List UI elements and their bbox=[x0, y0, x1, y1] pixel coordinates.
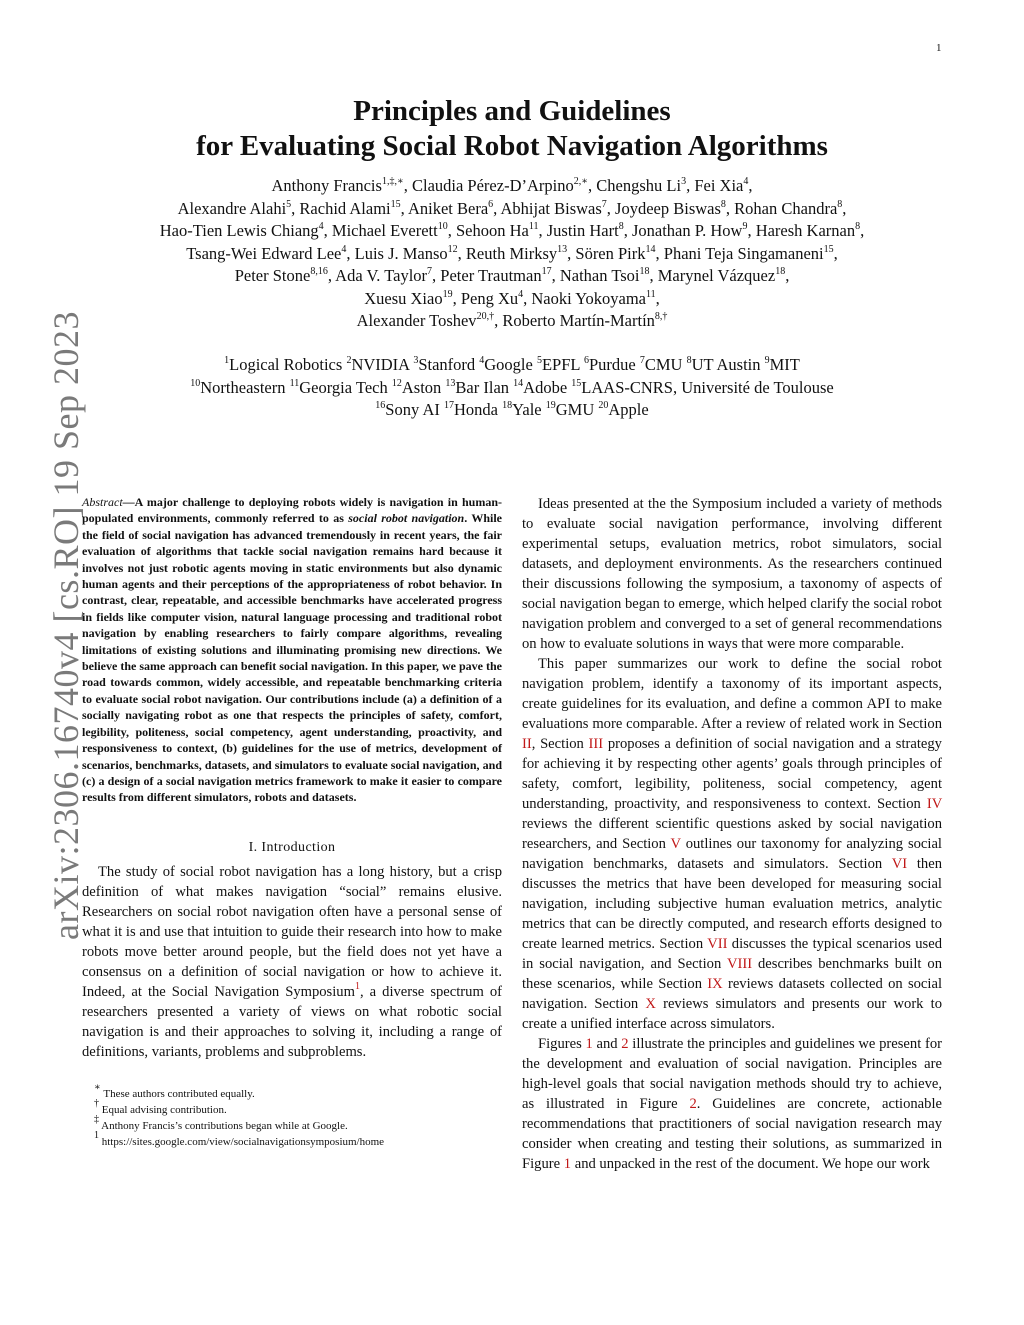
author-name: Luis J. Manso bbox=[354, 243, 448, 263]
cross-reference-link[interactable]: IX bbox=[707, 976, 723, 992]
section-heading-introduction: I. Introduction bbox=[248, 839, 336, 855]
author-name: Alexander Toshev bbox=[356, 311, 477, 330]
affiliation-number: 10 bbox=[190, 377, 201, 389]
author-separator: , bbox=[327, 266, 336, 285]
paragraph-text: Figures bbox=[538, 1036, 586, 1052]
abstract bbox=[82, 494, 502, 806]
author-separator: , bbox=[623, 221, 632, 240]
paragraph-text: reviews the different scientific questions asked by social navigation researchers, and Section bbox=[522, 816, 942, 852]
affiliation-name: Logical Robotics bbox=[229, 355, 347, 374]
author-affiliation-mark: 20,† bbox=[476, 311, 495, 322]
author-affiliation-mark: 17 bbox=[541, 266, 552, 277]
author-affiliation-mark: 6 bbox=[488, 198, 494, 210]
author-separator: , bbox=[567, 243, 576, 263]
author-separator: , bbox=[493, 198, 501, 218]
author-affiliation-mark: 3 bbox=[681, 176, 687, 187]
author-name: Ada V. Taylor bbox=[335, 266, 428, 285]
author-separator: , bbox=[860, 221, 865, 240]
author-separator: , bbox=[686, 176, 695, 195]
affiliation-name: EPFL bbox=[541, 355, 584, 374]
cross-reference-link[interactable]: V bbox=[670, 836, 681, 852]
author-affiliation-mark: 15 bbox=[390, 198, 401, 210]
footnote-mark: † bbox=[94, 1097, 99, 1109]
author-separator: , bbox=[649, 266, 658, 285]
author-separator: , bbox=[748, 176, 753, 195]
author-name: Tsang-Wei Edward Lee bbox=[186, 243, 342, 263]
affiliation-name: CMU bbox=[644, 355, 687, 374]
author-separator: , bbox=[291, 198, 300, 218]
author-separator: , bbox=[400, 198, 408, 218]
affiliation-name: Google bbox=[484, 355, 537, 374]
paragraph-text: then discusses the metrics that have been developed for measuring social navigation, including subjective human evaluation metrics, analytic metrics that can be directly computed, and research efforts designed to create learned metrics. Section bbox=[522, 856, 942, 952]
author-name: Justin Hart bbox=[546, 221, 619, 240]
footnote-text: Equal advising contribution. bbox=[101, 1103, 227, 1116]
author-affiliation-mark: 4 bbox=[518, 288, 524, 300]
abstract-text-1: —A major challenge to deploying robots widely is navigation in human-populated environments, commonly referred to as bbox=[82, 495, 502, 526]
author-affiliation-mark: 11 bbox=[645, 288, 656, 300]
author-affiliation-mark: 4 bbox=[743, 176, 749, 187]
affiliation-number: 11 bbox=[289, 377, 300, 389]
affiliation-number: 9 bbox=[764, 355, 770, 366]
paragraph-text: proposes a definition of social navigation and a strategy for achieving it by respecting other agents’ goals through principles of safety, comfort, legibility, politeness, social competency, agent understanding, proactivity, and responsiveness to context. Section bbox=[522, 736, 942, 812]
author-separator: , bbox=[551, 266, 560, 285]
footnote-ref[interactable]: 1 bbox=[354, 980, 360, 992]
author-name: Peter Trautman bbox=[440, 266, 542, 285]
affiliation-number: 2 bbox=[346, 355, 352, 366]
affiliation-number: 13 bbox=[445, 377, 456, 389]
affiliation-number: 8 bbox=[686, 355, 692, 366]
author-separator: , bbox=[447, 221, 456, 240]
author-name: Abhijat Biswas bbox=[500, 198, 602, 218]
affiliation-number: 7 bbox=[639, 355, 645, 366]
author-separator: , bbox=[655, 288, 660, 308]
author-name: Peter Stone bbox=[234, 266, 311, 285]
title-line-1: Principles and Guidelines bbox=[353, 95, 671, 127]
author-affiliation-mark: 15 bbox=[823, 243, 834, 255]
author-name: Peng Xu bbox=[460, 288, 519, 308]
affiliation-number: 14 bbox=[513, 377, 524, 389]
author-line bbox=[80, 243, 944, 266]
affiliation-number: 4 bbox=[479, 355, 485, 366]
cross-reference-link[interactable]: II bbox=[522, 736, 532, 752]
affiliation-number: 15 bbox=[571, 377, 582, 389]
cross-reference-link[interactable]: III bbox=[588, 736, 604, 752]
intro-text-2: , a diverse spectrum of researchers presented a variety of views on what robotic social navigation is and their approaches to solving it, including a range of definitions, variants, problems and subproblems. bbox=[82, 983, 503, 1060]
author-affiliation-mark: 18 bbox=[775, 266, 786, 277]
abstract-term: social robot navigation bbox=[348, 511, 465, 526]
author-separator: , bbox=[403, 176, 412, 195]
right-column bbox=[522, 494, 942, 1174]
author-affiliation-mark: 5 bbox=[286, 198, 292, 210]
author-affiliation-mark: 4 bbox=[341, 243, 347, 255]
author-affiliation-mark: 19 bbox=[442, 288, 453, 300]
author-separator: , bbox=[452, 288, 461, 308]
author-name: Naoki Yokoyama bbox=[531, 288, 646, 308]
paragraph-text: outlines our taxonomy for analyzing social navigation benchmarks, datasets and simulators. Section bbox=[522, 836, 942, 872]
paragraph-text: and bbox=[592, 1036, 622, 1052]
paragraph-text: illustrate the principles and guidelines we present for the development and evaluation of social navigation. Principles are high-level goals that social navigation methods should try to achieve, as illustrated in Figure bbox=[522, 1036, 942, 1112]
footnote-text: Anthony Francis’s contributions began while at Google. bbox=[101, 1119, 348, 1132]
author-separator: , bbox=[842, 198, 847, 218]
right-paragraph-3 bbox=[522, 1034, 942, 1174]
author-affiliation-mark: 1,‡,∗ bbox=[381, 176, 404, 187]
intro-paragraph bbox=[82, 862, 502, 1062]
author-separator: , bbox=[655, 243, 664, 263]
affiliation-number: 19 bbox=[545, 400, 556, 411]
author-separator: , bbox=[323, 221, 332, 240]
author-name: Roberto Martín-Martín bbox=[502, 311, 655, 330]
affiliation-list bbox=[80, 354, 944, 422]
paragraph-text: , Section bbox=[531, 736, 589, 752]
author-affiliation-mark: 12 bbox=[447, 243, 458, 255]
author-affiliation-mark: 8,16 bbox=[310, 266, 328, 277]
author-name: Alexandre Alahi bbox=[177, 198, 287, 218]
author-separator: , bbox=[606, 198, 616, 218]
affiliation-name: GMU bbox=[555, 400, 599, 419]
author-affiliation-mark: 11 bbox=[528, 221, 539, 232]
author-affiliation-mark: 2,∗ bbox=[573, 176, 589, 187]
paragraph-text: describes benchmarks built on these scenarios, while Section bbox=[522, 956, 942, 992]
affiliation-number: 12 bbox=[391, 377, 402, 389]
author-name: Joydeep Biswas bbox=[615, 198, 721, 218]
author-name: Anthony Francis bbox=[271, 176, 382, 195]
affiliation-name: Honda bbox=[453, 400, 503, 419]
affiliation-number: 1 bbox=[224, 355, 230, 366]
affiliation-number: 3 bbox=[413, 355, 419, 366]
paragraph-text: This paper summarizes our work to define the social robot navigation problem, identify a taxonomy of its important aspects, create guidelines for its evaluation, and define a common API to make evaluations more comparable. After a review of related work in Section bbox=[522, 656, 942, 732]
author-separator: , bbox=[747, 221, 756, 240]
footnote-mark: ‡ bbox=[94, 1113, 99, 1125]
author-affiliation-mark: 8 bbox=[618, 221, 624, 232]
abstract-text-2: . While the field of social navigation has advanced tremendously in recent years, the fair evaluation of algorithms that tackle social navigation remains hard because it involves not just robotic agents moving in static environments but also dynamic human agents and their perceptions of the appropriateness of robot behavior. In contrast, clear, repeatable, and accessible benchmarks have accelerated progress in fields like computer vision, natural language processing and traditional robot navigation by enabling researchers to fairly compare algorithms, revealing limitations of existing solutions and illuminating promising new directions. We believe the same approach can benefit social navigation. In this paper, we pave the road towards common, widely accessible, and repeatable benchmarking criteria to evaluate social robot navigation. Our contributions include (a) a definition of a socially navigating robot as one that respects the principles of safety, comfort, legibility, politeness, social competency, agent understanding, proactivity, and responsiveness to context, (b) guidelines for the use of metrics, development of scenarios, benchmarks, datasets, and simulators to evaluate social navigation, and (c) a design of a social navigation metrics framework to make it easier to compare results from different simulators, robots and datasets. bbox=[82, 511, 502, 805]
footnote-text: These authors contributed equally. bbox=[103, 1087, 255, 1100]
author-name: Aniket Bera bbox=[407, 198, 489, 218]
affiliation-name: Sony AI bbox=[385, 400, 444, 419]
paper-title bbox=[0, 94, 1024, 164]
affiliation-number: 16 bbox=[375, 400, 386, 411]
affiliation-number: 6 bbox=[584, 355, 589, 366]
right-paragraph-2 bbox=[522, 654, 942, 1034]
author-affiliation-mark: 9 bbox=[742, 221, 748, 232]
author-affiliation-mark: 13 bbox=[557, 243, 568, 255]
affiliation-name: UT Austin bbox=[691, 355, 765, 374]
right-paragraph-1: Ideas presented at the the Symposium included a variety of methods to evaluate social navigation performance, involving different experimental setups, evaluation metrics, robot simulators, social datasets, and deployment environments. As the researchers continued their discussions following the symposium, a taxonomy of aspects of social navigation began to emerge, which helped clarify the social robot navigation problem and converged to a set of general recommendations on how to evaluate solutions in ways that were more comparable. bbox=[522, 496, 942, 652]
author-separator: , bbox=[725, 198, 735, 218]
author-name: Hao-Tien Lewis Chiang bbox=[159, 221, 319, 240]
page-number: 1 bbox=[936, 42, 942, 54]
author-line bbox=[80, 175, 944, 198]
author-separator: , bbox=[785, 266, 790, 285]
footnotes bbox=[82, 1081, 502, 1150]
author-affiliation-mark: 4 bbox=[318, 221, 324, 232]
paragraph-text: reviews datasets collected on social navigation. Section bbox=[522, 976, 942, 1012]
title-line-2: for Evaluating Social Robot Navigation Algorithms bbox=[196, 130, 828, 162]
author-affiliation-mark: 8 bbox=[855, 221, 861, 232]
cross-reference-link[interactable]: 2 bbox=[689, 1096, 697, 1112]
affiliation-number: 5 bbox=[536, 355, 542, 366]
author-affiliation-mark: 8 bbox=[720, 198, 726, 210]
author-line bbox=[80, 310, 944, 333]
footnote-mark: 1 bbox=[94, 1129, 99, 1141]
affiliation-name: Yale bbox=[512, 400, 546, 419]
left-column bbox=[82, 494, 502, 1150]
paragraph-text: discusses the typical scenarios used in social navigation, and Section bbox=[522, 936, 942, 972]
author-affiliation-mark: 8,† bbox=[654, 311, 668, 322]
author-name: Rohan Chandra bbox=[734, 198, 838, 218]
affiliation-name: Adobe bbox=[523, 377, 572, 397]
affiliation-name: Georgia Tech bbox=[299, 377, 392, 397]
cross-reference-link[interactable]: 1 bbox=[585, 1036, 593, 1052]
author-name: Haresh Karnan bbox=[755, 221, 856, 240]
cross-reference-link[interactable]: IV bbox=[926, 796, 942, 812]
author-separator: , bbox=[346, 243, 355, 263]
author-affiliation-mark: 14 bbox=[645, 243, 656, 255]
footnote bbox=[82, 1113, 502, 1134]
cross-reference-link[interactable]: X bbox=[645, 996, 656, 1012]
footnote bbox=[82, 1097, 502, 1118]
author-affiliation-mark: 10 bbox=[437, 221, 448, 232]
author-separator: , bbox=[538, 221, 547, 240]
affiliation-name: LAAS-CNRS, Université de Toulouse bbox=[581, 377, 834, 397]
cross-reference-link[interactable]: VIII bbox=[726, 956, 753, 972]
affiliation-name: Apple bbox=[608, 400, 649, 419]
author-affiliation-mark: 7 bbox=[601, 198, 607, 210]
affiliation-number: 18 bbox=[502, 400, 513, 411]
author-name: Sören Pirk bbox=[575, 243, 646, 263]
footnote-mark: ∗ bbox=[94, 1081, 101, 1093]
author-name: Jonathan P. How bbox=[631, 221, 743, 240]
paragraph-text: . Guidelines are concrete, actionable recommendations that practitioners of social navigation research may consider when creating and testing their solutions, as summarized in Figure bbox=[522, 1096, 942, 1172]
affiliation-line bbox=[80, 377, 944, 400]
affiliation-name: Northeastern bbox=[200, 377, 290, 397]
author-line bbox=[80, 220, 944, 243]
cross-reference-link[interactable]: VII bbox=[707, 936, 728, 952]
affiliation-name: NVIDIA bbox=[351, 355, 414, 374]
author-affiliation-mark: 8 bbox=[837, 198, 843, 210]
affiliation-name: Purdue bbox=[589, 355, 640, 374]
author-name: Sehoon Ha bbox=[455, 221, 529, 240]
affiliation-number: 17 bbox=[443, 400, 454, 411]
paragraph-text: and unpacked in the rest of the document. We hope our work bbox=[571, 1156, 930, 1172]
author-separator: , bbox=[833, 243, 838, 263]
affiliation-name: Stanford bbox=[418, 355, 480, 374]
footnote bbox=[82, 1081, 502, 1102]
author-name: Xuesu Xiao bbox=[364, 288, 443, 308]
abstract-label: Abstract bbox=[82, 495, 123, 509]
author-affiliation-mark: 18 bbox=[639, 266, 650, 277]
author-separator: , bbox=[523, 288, 532, 308]
affiliation-name: Bar Ilan bbox=[455, 377, 514, 397]
author-line bbox=[80, 198, 944, 221]
footnote-text: https://sites.google.com/view/socialnavigationsymposium/home bbox=[101, 1135, 385, 1148]
author-affiliation-mark: 7 bbox=[427, 266, 433, 277]
affiliation-name: Aston bbox=[401, 377, 446, 397]
author-separator: , bbox=[457, 243, 466, 263]
affiliation-line bbox=[80, 354, 944, 377]
intro-text-1: The study of social robot navigation has a long history, but a crisp definition of what makes navigation “social” remains elusive. Researchers on social robot navigation often have a personal sense of what it is and use that intuition to guide their research into how to make robots move better around people, but the field does not yet have a consensus on a definition of social navigation or how to achieve it. Indeed, at the Social Navigation Symposium bbox=[82, 863, 502, 1000]
cross-reference-link[interactable]: 1 bbox=[563, 1156, 572, 1172]
author-name: Reuth Mirksy bbox=[465, 243, 558, 263]
footnote bbox=[82, 1129, 502, 1150]
author-separator: , bbox=[494, 311, 503, 330]
arxiv-stamp: arXiv:2306.16740v4 [cs.RO] 19 Sep 2023 bbox=[46, 311, 86, 940]
author-list bbox=[80, 175, 944, 333]
author-name: Claudia Pérez-D’Arpino bbox=[411, 176, 574, 195]
author-name: Fei Xia bbox=[694, 176, 744, 195]
author-line bbox=[80, 288, 944, 311]
author-separator: , bbox=[432, 266, 441, 285]
affiliation-line bbox=[80, 399, 944, 422]
paragraph-text: reviews simulators and presents our work to create a unified interface across simulators. bbox=[522, 996, 942, 1032]
author-name: Phani Teja Singamaneni bbox=[663, 243, 824, 263]
cross-reference-link[interactable]: VI bbox=[891, 856, 908, 872]
author-name: Marynel Vázquez bbox=[657, 266, 776, 285]
author-name: Nathan Tsoi bbox=[559, 266, 640, 285]
affiliation-number: 20 bbox=[598, 400, 609, 411]
author-name: Rachid Alami bbox=[299, 198, 391, 218]
cross-reference-link[interactable]: 2 bbox=[621, 1036, 629, 1052]
author-separator: , bbox=[588, 176, 597, 195]
author-line bbox=[80, 265, 944, 288]
author-name: Michael Everett bbox=[331, 221, 438, 240]
affiliation-name: MIT bbox=[769, 355, 800, 374]
author-name: Chengshu Li bbox=[596, 176, 682, 195]
